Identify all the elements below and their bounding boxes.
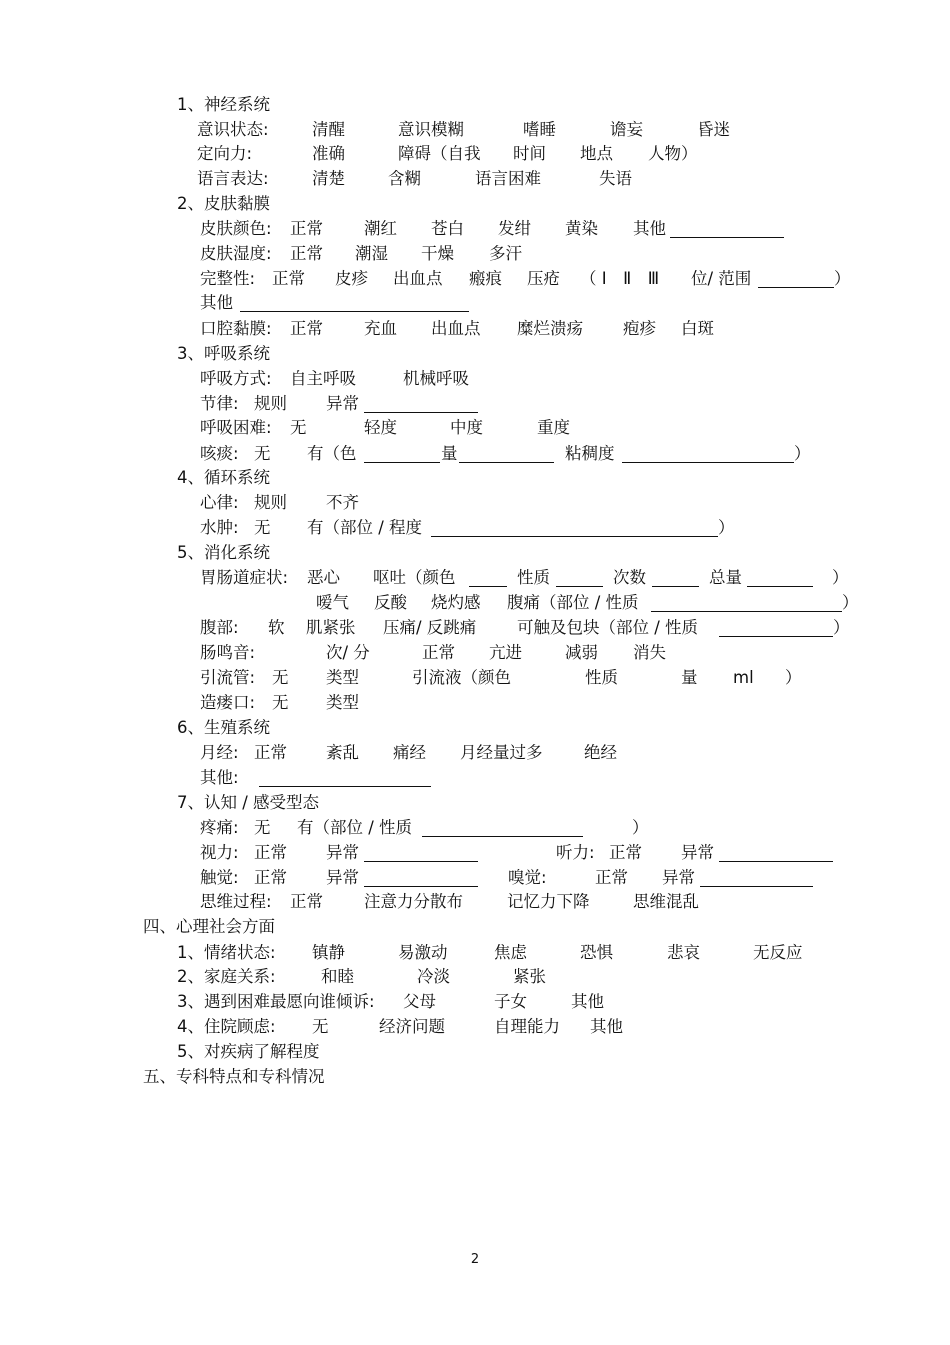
option-text: 和睦 <box>321 967 354 986</box>
field-label: 引流管: <box>200 668 256 687</box>
field-label: 胃肠道症状: <box>200 568 289 587</box>
field-label: 皮肤湿度: <box>200 244 272 263</box>
option-text: 嗜睡 <box>523 120 556 139</box>
field-label: 3、遇到困难最愿向谁倾诉: <box>177 992 375 1011</box>
option-text: 无 <box>312 1017 329 1036</box>
blank-line <box>240 311 469 312</box>
field-label: 水肿: <box>200 518 239 537</box>
option-text: 无反应 <box>753 943 803 962</box>
option-text: 多汗 <box>489 244 522 263</box>
option-text: 糜烂溃疡 <box>517 319 583 338</box>
option-text: 软 <box>268 618 285 637</box>
heading: 1、神经系统 <box>177 95 270 114</box>
close-paren: ） <box>632 818 649 837</box>
option-text: 压疮 <box>527 269 560 288</box>
option-text: 易激动 <box>398 943 448 962</box>
heading: 四、心理社会方面 <box>143 917 275 936</box>
field-label: 听力: <box>556 843 595 862</box>
blank-line <box>364 462 440 463</box>
field-label: 呼吸困难: <box>200 418 272 437</box>
field-label: 视力: <box>200 843 239 862</box>
field-label: 月经: <box>200 743 239 762</box>
option-text: 紊乱 <box>326 743 359 762</box>
field-label: 引流液（颜色 <box>412 668 511 687</box>
option-text: 语言困难 <box>475 169 541 188</box>
option-text: 子女 <box>494 992 527 1011</box>
unit-text: ml <box>733 668 754 687</box>
heading: 五、专科特点和专科情况 <box>143 1067 325 1086</box>
option-text: 有（部位 / 性质 <box>297 818 413 837</box>
option-text: 注意力分散布 <box>364 892 463 911</box>
freq-text: 次/ 分 <box>326 643 370 662</box>
field-label: 总量 <box>709 568 742 587</box>
field-label: 性质 <box>585 668 618 687</box>
grade-text: （ Ⅰ Ⅱ Ⅲ <box>580 269 660 288</box>
field-label: 其他: <box>200 768 239 787</box>
option-text: 皮疹 <box>335 269 368 288</box>
option-text: 黄染 <box>565 219 598 238</box>
option-text: 烧灼感 <box>431 593 481 612</box>
blank-line <box>758 287 834 288</box>
option-text: 异常 <box>326 868 359 887</box>
option-text: 规则 <box>254 394 287 413</box>
blank-line <box>556 586 603 587</box>
option-text: 谵妄 <box>610 120 643 139</box>
field-label: 2、家庭关系: <box>177 967 276 986</box>
option-text: 恶心 <box>307 568 340 587</box>
option-text: 亢进 <box>489 643 522 662</box>
option-text: 意识模糊 <box>398 120 464 139</box>
option-text: 轻度 <box>364 418 397 437</box>
option-text: 无 <box>272 693 289 712</box>
field-label: 造瘘口: <box>200 693 256 712</box>
field-label: 次数 <box>613 568 646 587</box>
option-text: 正常 <box>290 244 323 263</box>
option-text: 消失 <box>633 643 666 662</box>
site-text: 位/ 范围 <box>691 269 752 288</box>
option-text: 正常 <box>290 319 323 338</box>
option-text: 异常 <box>326 394 359 413</box>
blank-line <box>652 586 699 587</box>
close-paren: ） <box>794 444 811 463</box>
blank-line <box>622 462 794 463</box>
heading: 3、呼吸系统 <box>177 344 270 363</box>
field-label: 皮肤颜色: <box>200 219 272 238</box>
option-text: 地点 <box>580 144 613 163</box>
option-text: 呕吐（颜色 <box>373 568 456 587</box>
field-label: 疼痛: <box>200 818 239 837</box>
field-label: 性质 <box>517 568 550 587</box>
option-text: 腹痛（部位 / 性质 <box>507 593 639 612</box>
option-text: 正常 <box>254 868 287 887</box>
field-label: 其他 <box>200 293 233 312</box>
option-text: 父母 <box>403 992 436 1011</box>
close-paren: ） <box>833 618 850 637</box>
option-text: 正常 <box>290 219 323 238</box>
option-text: 无 <box>272 668 289 687</box>
option-text: 含糊 <box>388 169 421 188</box>
option-text: 时间 <box>513 144 546 163</box>
field-label: 类型 <box>326 693 359 712</box>
blank-line <box>719 861 833 862</box>
field-label: 思维过程: <box>200 892 272 911</box>
option-text: 异常 <box>681 843 714 862</box>
blank-line <box>747 586 813 587</box>
option-text: 不齐 <box>326 493 359 512</box>
option-text: 清楚 <box>312 169 345 188</box>
option-text: 昏迷 <box>697 120 730 139</box>
option-text: 其他 <box>633 219 666 238</box>
field-label: 类型 <box>326 668 359 687</box>
field-label: 4、住院顾虑: <box>177 1017 276 1036</box>
heading: 2、皮肤黏膜 <box>177 194 270 213</box>
option-text: 其他 <box>590 1017 623 1036</box>
field-label: 心律: <box>200 493 239 512</box>
field-label: 嗅觉: <box>508 868 547 887</box>
field-label: 粘稠度 <box>565 444 615 463</box>
heading: 6、生殖系统 <box>177 718 270 737</box>
option-text: 充血 <box>364 319 397 338</box>
blank-line <box>364 861 478 862</box>
option-text: 疱疹 <box>623 319 656 338</box>
option-text: 绝经 <box>584 743 617 762</box>
option-text: 出血点 <box>431 319 481 338</box>
field-label: 量 <box>681 668 698 687</box>
option-text: 发绀 <box>498 219 531 238</box>
option-text: 肌紧张 <box>306 618 356 637</box>
blank-line <box>431 536 718 537</box>
option-text: 无 <box>254 818 271 837</box>
blank-line <box>422 836 583 837</box>
option-text: 月经量过多 <box>460 743 543 762</box>
option-text: 记忆力下降 <box>507 892 590 911</box>
option-text: 自主呼吸 <box>290 369 356 388</box>
close-paren: ） <box>842 593 859 612</box>
option-text: 规则 <box>254 493 287 512</box>
blank-line <box>719 636 833 637</box>
option-text: 有（色 <box>307 444 357 463</box>
option-text: 正常 <box>595 868 628 887</box>
option-text: 悲哀 <box>667 943 700 962</box>
option-text: 机械呼吸 <box>403 369 469 388</box>
blank-line <box>700 886 813 887</box>
option-text: 无 <box>254 444 271 463</box>
option-text: 镇静 <box>312 943 345 962</box>
option-text: 苍白 <box>431 219 464 238</box>
option-text: 恐惧 <box>580 943 613 962</box>
option-text: 干燥 <box>421 244 454 263</box>
blank-line <box>469 586 507 587</box>
option-text: 无 <box>254 518 271 537</box>
field-label: 定向力: <box>197 144 253 163</box>
option-text: 潮红 <box>364 219 397 238</box>
close-paren: ） <box>832 568 849 587</box>
option-text: 潮湿 <box>355 244 388 263</box>
field-label: 咳痰: <box>200 444 239 463</box>
field-label: 语言表达: <box>197 169 269 188</box>
option-text: 正常 <box>254 743 287 762</box>
option-text: 正常 <box>272 269 305 288</box>
blank-line <box>364 412 478 413</box>
field-label: 腹部: <box>200 618 239 637</box>
close-paren: ） <box>718 518 735 537</box>
close-paren: ） <box>785 668 802 687</box>
field-label: 1、情绪状态: <box>177 943 276 962</box>
option-text: 有（部位 / 程度 <box>307 518 423 537</box>
option-text: 焦虑 <box>494 943 527 962</box>
option-text: 正常 <box>422 643 455 662</box>
field-label: 呼吸方式: <box>200 369 272 388</box>
option-text: 中度 <box>450 418 483 437</box>
option-text: 重度 <box>537 418 570 437</box>
field-label: 触觉: <box>200 868 239 887</box>
blank-line <box>459 462 554 463</box>
option-text: 正常 <box>254 843 287 862</box>
option-text: 紧张 <box>513 967 546 986</box>
blank-line <box>651 611 842 612</box>
option-text: 减弱 <box>565 643 598 662</box>
close-paren: ） <box>834 269 851 288</box>
blank-line <box>670 237 784 238</box>
heading: 4、循环系统 <box>177 468 270 487</box>
option-text: 其他 <box>571 992 604 1011</box>
field-label: 口腔黏膜: <box>200 319 272 338</box>
option-text: 正常 <box>609 843 642 862</box>
option-text: 冷淡 <box>417 967 450 986</box>
option-text: 人物） <box>648 144 698 163</box>
option-text: 经济问题 <box>379 1017 445 1036</box>
field-label: 5、对疾病了解程度 <box>177 1042 320 1061</box>
field-label: 意识状态: <box>197 120 269 139</box>
heading: 5、消化系统 <box>177 543 270 562</box>
option-text: 无 <box>290 418 307 437</box>
page-number: 2 <box>470 1252 480 1267</box>
field-label: 肠鸣音: <box>200 643 256 662</box>
option-text: 思维混乱 <box>633 892 699 911</box>
field-label: 量 <box>441 444 458 463</box>
option-text: 自理能力 <box>494 1017 560 1036</box>
heading: 7、认知 / 感受型态 <box>177 793 320 812</box>
option-text: 压痛/ 反跳痛 <box>383 618 477 637</box>
option-text: 瘢痕 <box>469 269 502 288</box>
option-text: 清醒 <box>312 120 345 139</box>
option-text: 白斑 <box>681 319 714 338</box>
option-text: 失语 <box>599 169 632 188</box>
option-text: 正常 <box>290 892 323 911</box>
option-text: 嗳气 <box>316 593 349 612</box>
option-text: 异常 <box>326 843 359 862</box>
blank-line <box>259 786 431 787</box>
option-text: 可触及包块（部位 / 性质 <box>517 618 699 637</box>
option-text: 异常 <box>662 868 695 887</box>
field-label: 节律: <box>200 394 239 413</box>
field-label: 完整性: <box>200 269 256 288</box>
option-text: 出血点 <box>393 269 443 288</box>
option-text: 反酸 <box>374 593 407 612</box>
blank-line <box>364 886 478 887</box>
option-text: 痛经 <box>393 743 426 762</box>
option-text: 准确 <box>312 144 345 163</box>
option-text: 障碍（自我 <box>398 144 481 163</box>
